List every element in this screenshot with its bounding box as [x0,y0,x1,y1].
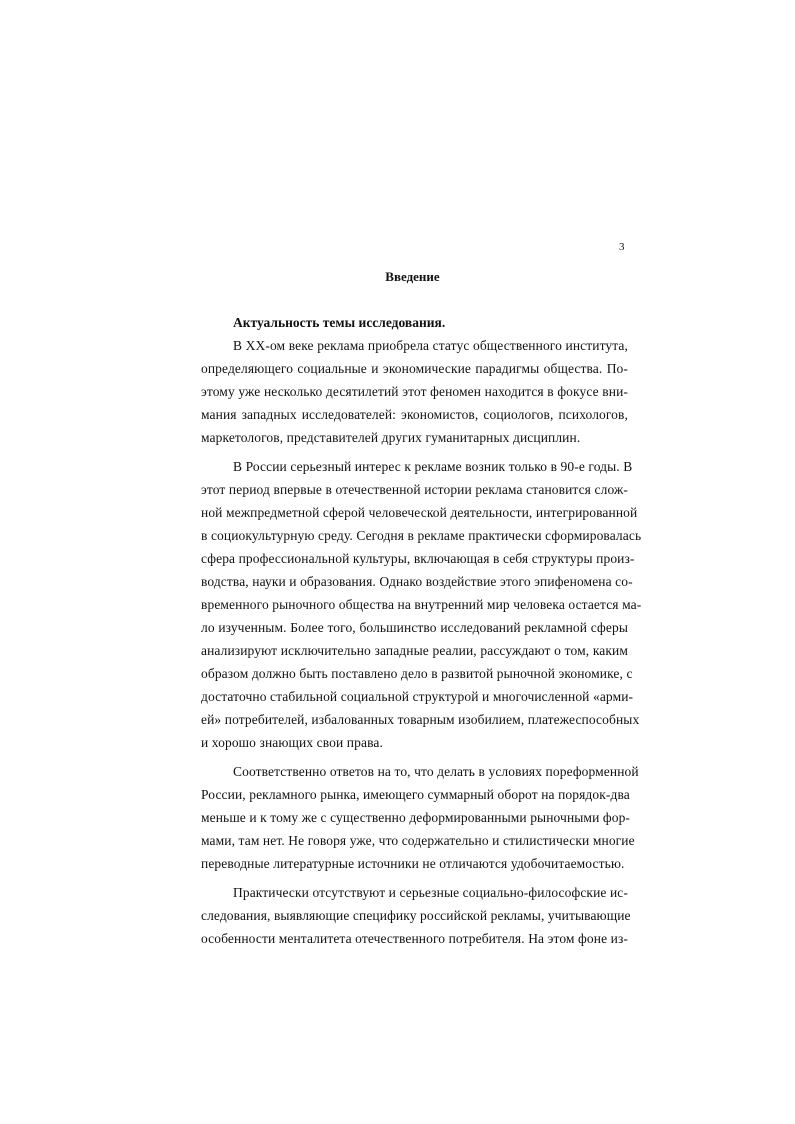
page-number: 3 [619,241,625,253]
text-line: В России серьезный интерес к рекламе возник только в 90-е годы. В [233,459,633,474]
text-line: и хорошо знающих свои права. [201,735,383,750]
body-text [201,334,642,956]
text-line: сфера профессиональной культуры, включающая в себя структуры произ- [201,551,635,566]
text-line: мания западных исследователей: экономистов, социологов, психологов, [201,407,628,422]
text-line: этому уже несколько десятилетий этот феномен находится в фокусе вни- [201,384,628,399]
text-line: переводные литературные источники не отличаются удобочитаемостью. [201,856,625,871]
page-title: Введение [385,269,440,284]
text-line: России, рекламного рынка, имеющего суммарный оборот на порядок-два [201,787,630,802]
text-line: ной межпредметной сферой человеческой деятельности, интегрированной [201,505,638,520]
section-heading: Актуальность темы исследования. [233,315,446,330]
text-line: особенности менталитета отечественного потребителя. На этом фоне из- [201,931,628,946]
text-line: Соответственно ответов на то, что делать в условиях пореформенной [233,764,639,779]
text-line: временного рыночного общества на внутренний мир человека остается ма- [201,597,642,612]
paragraph [201,455,642,754]
text-line: следования, выявляющие специфику российской рекламы, учитывающие [201,908,631,923]
text-line: определяющего социальные и экономические парадигмы общества. По- [201,361,628,376]
text-line: ло изученным. Более того, большинство исследований рекламной сферы [201,620,628,635]
text-line: анализируют исключительно западные реалии, рассуждают о том, каким [201,643,628,658]
text-line: Практически отсутствуют и серьезные социально-философские ис- [233,885,628,900]
text-line: маркетологов, представителей других гуманитарных дисциплин. [201,430,581,445]
text-line: этот период впервые в отечественной истории реклама становится слож- [201,482,628,497]
text-line: водства, науки и образования. Однако воздействие этого эпифеномена со- [201,574,633,589]
text-line: В XX-ом веке реклама приобрела статус общественного института, [233,338,628,353]
text-line: меньше и к тому же с существенно деформированными рыночными фор- [201,810,631,825]
paragraph [201,334,628,449]
text-line: ей» потребителей, избалованных товарным изобилием, платежеспособных [201,712,640,727]
text-line: мами, там нет. Не говоря уже, что содержательно и стилистически многие [201,833,635,848]
text-line: достаточно стабильной социальной структурой и многочисленной «арми- [201,689,634,704]
text-line: образом должно быть поставлено дело в развитой рыночной экономике, с [201,666,633,681]
paragraph [201,881,631,950]
text-line: в социокультурную среду. Сегодня в рекламе практически сформировалась [201,528,642,543]
paragraph [201,760,639,875]
